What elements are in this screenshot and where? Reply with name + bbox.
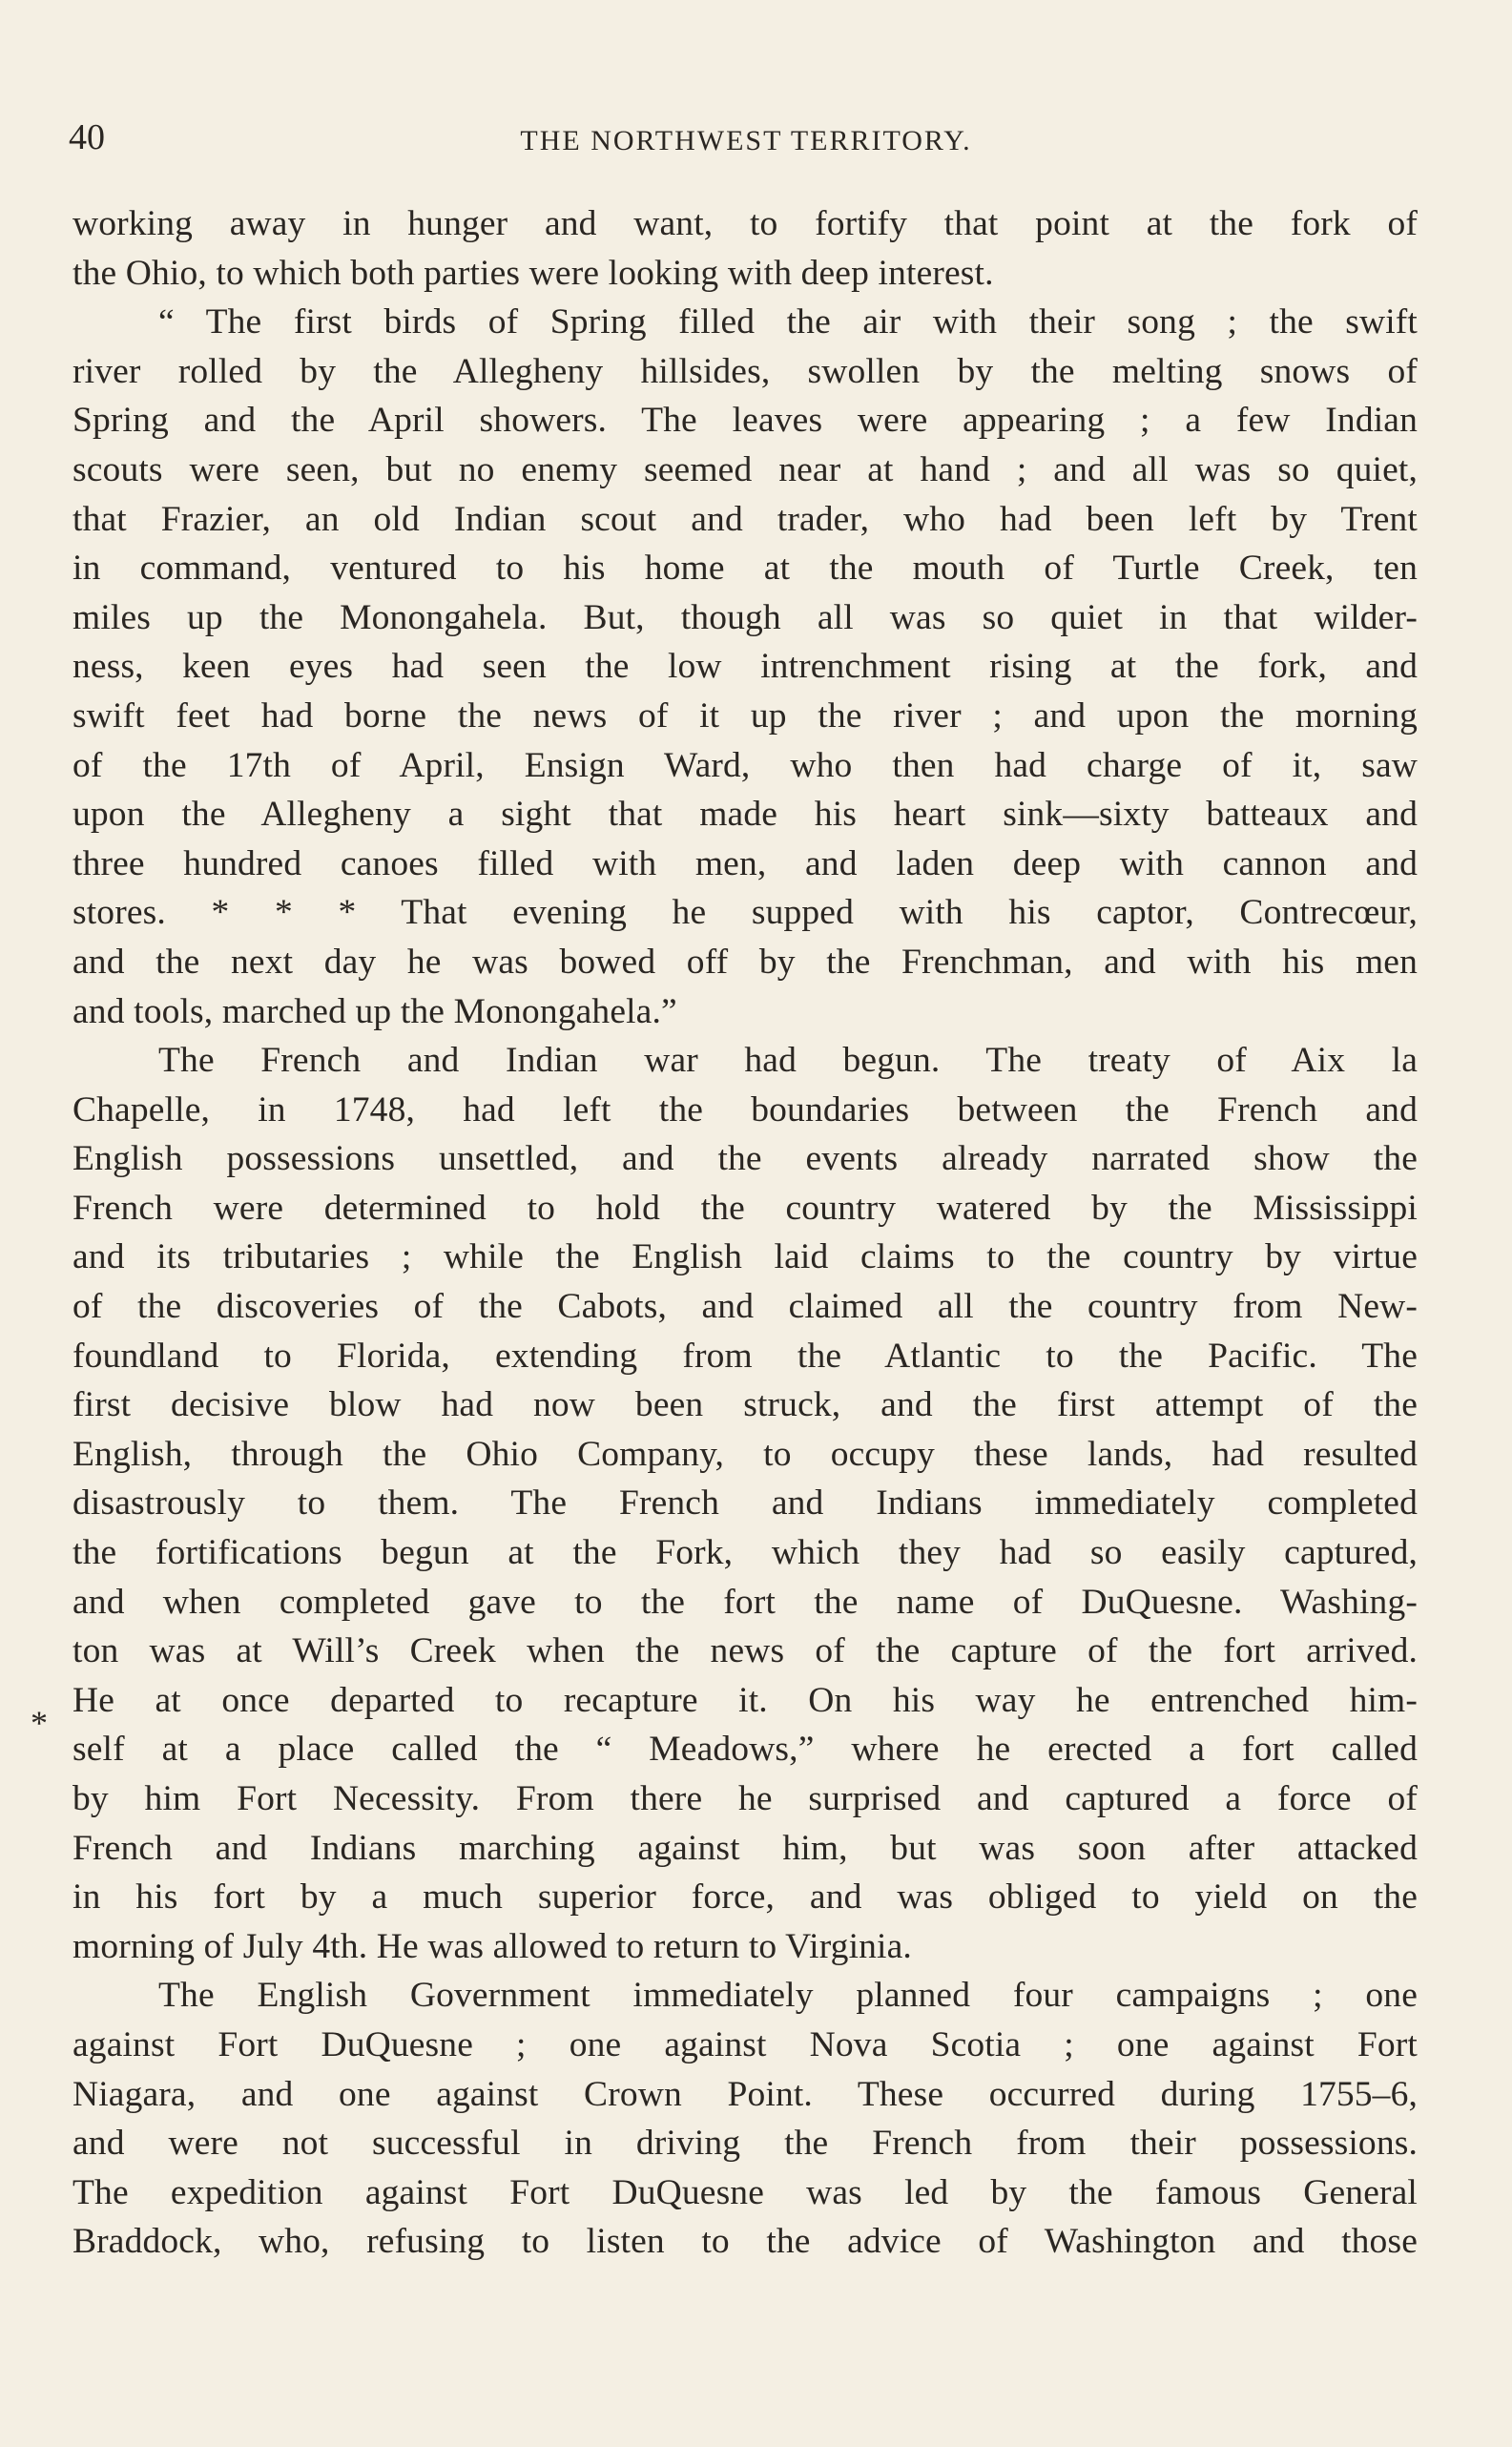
text-line: Chapelle, in 1748, had left the boundaries between the French and	[72, 1089, 1418, 1130]
running-head: THE NORTHWEST TERRITORY.	[520, 125, 972, 156]
text-line: ton was at Will’s Creek when the news of the capture of the fort arrived.	[72, 1631, 1418, 1671]
text-line: swift feet had borne the news of it up the river ; and upon the morning	[72, 695, 1418, 736]
text-line: river rolled by the Allegheny hillsides, swollen by the melting snows of	[72, 351, 1418, 391]
text-line: Niagara, and one against Crown Point. These occurred during 1755–6,	[72, 2074, 1418, 2114]
text-line: ness, keen eyes had seen the low intrenchment rising at the fork, and	[72, 647, 1418, 687]
text-line: by him Fort Necessity. From there he surprised and captured a force of	[72, 1779, 1418, 1818]
page-header	[69, 114, 1423, 172]
text-line: miles up the Monongahela. But, though all was so quiet in that wilder-	[72, 597, 1418, 637]
text-line: scouts were seen, but no enemy seemed near at hand ; and all was so quiet,	[72, 449, 1418, 489]
text-line: The French and Indian war had begun. The treaty of Aix la	[158, 1041, 1418, 1081]
text-line: disastrously to them. The French and Indians immediately completed	[72, 1483, 1418, 1524]
text-line: the fortifications begun at the Fork, which they had so easily captured,	[72, 1533, 1418, 1573]
text-line: foundland to Florida, extending from the Atlantic to the Pacific. The	[72, 1336, 1418, 1376]
text-line: first decisive blow had now been struck, and the first attempt of the	[72, 1385, 1418, 1425]
margin-asterisk: *	[31, 1704, 48, 1742]
text-line: He at once departed to recapture it. On his way he entrenched him-	[72, 1680, 1418, 1720]
text-line: English possessions unsettled, and the events already narrated show the	[72, 1139, 1418, 1179]
text-line: The English Government immediately planned four campaigns ; one	[158, 1976, 1418, 2016]
text-line: and its tributaries ; while the English laid claims to the country by virtue	[72, 1237, 1418, 1277]
text-line: working away in hunger and want, to fortify that point at the fork of	[72, 204, 1418, 243]
page-number: 40	[69, 117, 105, 157]
text-line: the Ohio, to which both parties were looking with deep interest.	[72, 253, 994, 293]
text-line: Braddock, who, refusing to listen to the advice of Washington and those	[72, 2222, 1418, 2262]
text-line: in command, ventured to his home at the mouth of Turtle Creek, ten	[72, 549, 1418, 589]
body-text	[72, 199, 1418, 2267]
text-line: self at a place called the “ Meadows,” where he erected a fort called	[72, 1730, 1418, 1770]
text-line: three hundred canoes filled with men, and laden deep with cannon and	[72, 843, 1418, 883]
text-line: morning of July 4th. He was allowed to return to Virginia.	[72, 1926, 912, 1966]
text-line: that Frazier, an old Indian scout and trader, who had been left by Trent	[72, 499, 1418, 539]
text-line: French were determined to hold the country watered by the Mississippi	[72, 1188, 1418, 1228]
text-line: stores. * * * That evening he supped with his captor, Contrecœur,	[72, 893, 1418, 933]
text-line: in his fort by a much superior force, and was obliged to yield on the	[72, 1877, 1418, 1918]
text-line: and tools, marched up the Monongahela.”	[72, 991, 677, 1031]
text-line: and the next day he was bowed off by the Frenchman, and with his men	[72, 942, 1418, 982]
text-line: and when completed gave to the fort the name of DuQuesne. Washing-	[72, 1582, 1418, 1622]
text-line: French and Indians marching against him, but was soon after attacked	[72, 1828, 1418, 1868]
text-line: of the 17th of April, Ensign Ward, who then had charge of it, saw	[72, 745, 1418, 785]
text-line: “ The first birds of Spring filled the air with their song ; the swift	[158, 302, 1418, 342]
text-line: Spring and the April showers. The leaves were appearing ; a few Indian	[72, 401, 1418, 441]
text-line: and were not successful in driving the French from their possessions.	[72, 2124, 1418, 2164]
text-line: against Fort DuQuesne ; one against Nova Scotia ; one against Fort	[72, 2024, 1418, 2064]
text-line: of the discoveries of the Cabots, and claimed all the country from New-	[72, 1287, 1418, 1327]
text-line: English, through the Ohio Company, to occupy these lands, had resulted	[72, 1434, 1418, 1474]
text-line: upon the Allegheny a sight that made his heart sink—sixty batteaux and	[72, 795, 1418, 835]
text-line: The expedition against Fort DuQuesne was led by the famous General	[72, 2172, 1418, 2212]
